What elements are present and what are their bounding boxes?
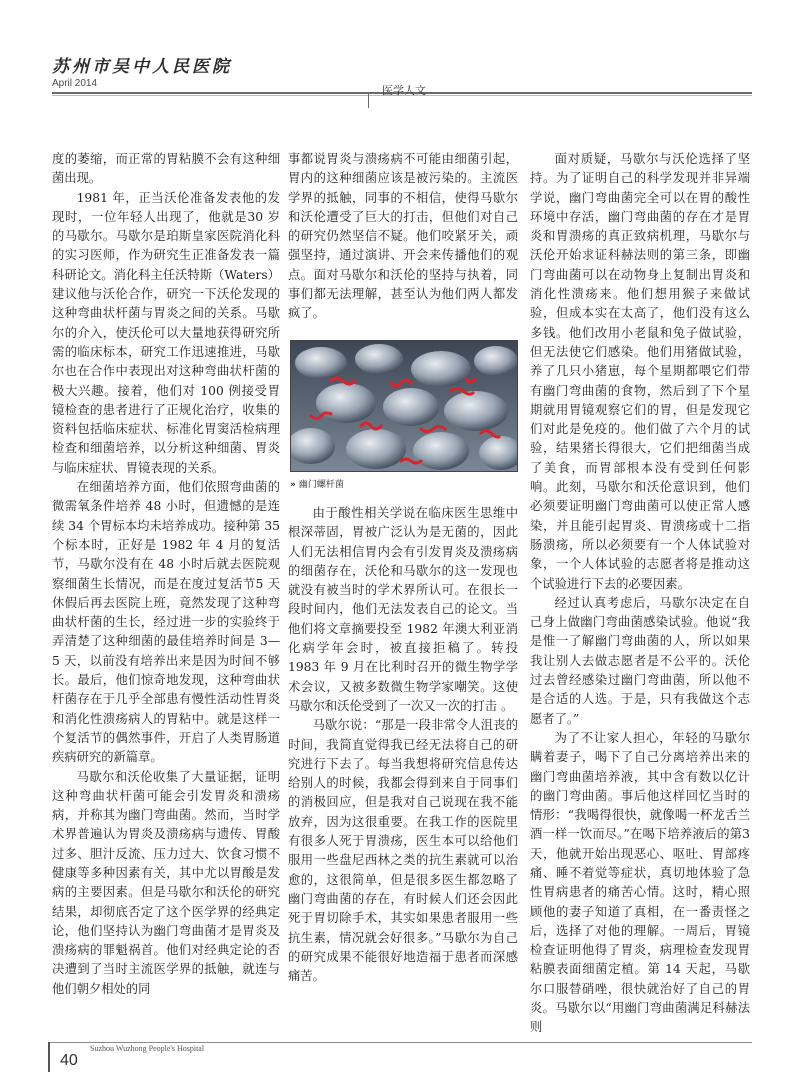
footer-divider bbox=[48, 1042, 752, 1043]
paragraph: 经过认真考虑后，马歇尔决定在自己身上做幽门弯曲菌感染试验。他说“我是惟一了解幽门弯曲菌的人，所以如果我让别人去做志愿者是不公平的。沃伦过去曾经感染过幽门弯曲菌，所以他不是合适的人选。于是，只有我做这个志愿者了。” bbox=[530, 595, 750, 726]
issue-date: April 2014 bbox=[52, 78, 98, 89]
bacteria-micrograph bbox=[290, 340, 518, 472]
micrograph-image bbox=[291, 341, 517, 471]
paragraph: 面对质疑，马歇尔与沃伦选择了坚持。为了证明自己的科学发现并非异端学说，幽门弯曲菌完全可以在胃的酸性环境中存活，幽门弯曲菌的存在才是胃炎和胃溃疡的真正致病机理，马歇尔与沃伦开始求证科赫法则的第三条，即幽门弯曲菌可以在动物身上复制出胃炎和消化性溃疡来。他们想用猴子来做试验，但成本实在太高了，他们没有这么多钱。他们改用小老鼠和兔子做试验，但无法使它们感染。他们用猪做试验，养了几只小猪崽，每个星期都喂它们带有幽门弯曲菌的食物，然后到了下个星期就用胃镜观察它们的胃，但是发现它们对此是免疫的。他们做了六个月的试验，结果猪长得很大，它们把细菌当成了美食，而胃部根本没有受到任何影响。此刻，马歇尔和沃伦意识到，他们必须要证明幽门弯曲菌可以使正常人感染，并且能引起胃炎、胃溃疡或十二指肠溃疡，所以必须要有一个人体试验对象，一个人体试验的志愿者将是推动这个试验进行下去的必要因素。 bbox=[530, 152, 750, 591]
caption-arrow-icon: » bbox=[290, 480, 296, 490]
magazine-title: 苏州市吴中人民医院 bbox=[52, 57, 232, 77]
footer-marker bbox=[48, 1042, 50, 1072]
paragraph: 为了不让家人担心，年轻的马歇尔瞒着妻子，喝下了自己分离培养出来的幽门弯曲菌培养液，其中含有数以亿计的幽门弯曲菌。事后他这样回忆当时的情形：“我喝得很快，就像喝一杯龙舌兰酒一样一饮而尽。”在喝下培养液后的第3 天，他就开始出现恶心、呕吐、胃部疼痛、睡不着觉等症状，真切地体验了急性胃病患者的痛苦心情。这时，精心照顾他的妻子知道了真相，在一番责怪之后，选择了对他的理解。一周后，胃镜检查证明他得了胃炎，病理检查发现胃粘膜表面细菌定植。第 14 天起，马歇尔口服替硝唑，很快就治好了自己的胃炎。马歇尔以“用幽门弯曲菌满足科赫法则 bbox=[530, 730, 750, 1035]
section-marker bbox=[368, 92, 369, 108]
article-column-1 bbox=[52, 150, 280, 999]
figure-caption bbox=[290, 477, 344, 490]
paragraph: 度的萎缩，而正常的胃粘膜不会有这种细菌出现。 bbox=[52, 152, 280, 186]
page-number: 40 bbox=[60, 1052, 78, 1069]
article-column-2 bbox=[288, 150, 518, 324]
paragraph: 事都说胃炎与溃疡病不可能由细菌引起，胃内的这种细菌应该是被污染的。主流医学界的抵触，同事的不相信，使得马歇尔和沃伦遭受了巨大的打击，但他们对自己的研究仍然坚信不疑。他们咬紧牙关，顽强坚持，通过演讲、开会来传播他们的观点。面对马歇尔和沃伦的坚持与执着，同事们都无法理解，甚至认为他们两人都发疯了。 bbox=[288, 152, 518, 321]
paragraph: 马歇尔说：“那是一段非常令人沮丧的时间，我简直觉得我已经无法将自己的研究进行下去了。每当我想将研究信息传达给别人的时候，我都会得到来自于同事们的消极回应，但是我对自己说现在我不能放弃，因为这很重要。在我工作的医院里有很多人死于胃溃疡，医生本可以给他们服用一些盘尼西林之类的抗生素就可以治愈的，这很简单，但是很多医生都忽略了幽门弯曲菌的存在，有时候人们还会因此死于胃切除手术，其实如果患者服用一些抗生素，情况就会好很多。”马歇尔为自己的研究成果不能很好地造福于患者而深感痛苦。 bbox=[288, 718, 518, 984]
article-column-2-lower bbox=[288, 504, 518, 986]
paragraph: 在细菌培养方面，他们依照弯曲菌的微需氧条件培养 48 小时，但遗憾的是连续 34 个胃标本均未培养成功。接种第 35 个标本时，正好是 1982 年 4 月的复活节，马歇尔没有在 48 小时后就去医院观察细菌生长情况，而是在度过复活节5 天休假后再去医院上班，竟然发现了这种弯曲状杆菌的生长，经过进一步的实验终于弄清楚了这种细菌的最佳培养时间是 3—5 天，以前没有培养出来是因为时间不够长。最后，他们惊奇地发现，这种弯曲状杆菌存在于几乎全部患有慢性活动性胃炎和消化性溃疡病人的胃粘中。就是这样一个复活节的偶然事件，开启了人类胃肠道疾病研究的新篇章。 bbox=[52, 480, 280, 765]
paragraph: 马歇尔和沃伦收集了大量证据，证明这种弯曲状杆菌可能会引发胃炎和溃疡病，并称其为幽门弯曲菌。然而，当时学术界普遍认为胃炎及溃疡病与遗传、胃酸过多、胆汁反流、压力过大、饮食习惯不健康等多种因素有关，其中尤以胃酸是发病的主要因素。但是马歇尔和沃伦的研究结果，却彻底否定了这个医学界的经典定论，他们坚持认为幽门弯曲菌才是胃炎及溃疡病的罪魁祸首。他们对经典定论的否决遭到了当时主流医学界的抵触，就连与他们朝夕相处的同 bbox=[52, 769, 280, 996]
caption-text: 幽门螺杆菌 bbox=[298, 480, 344, 490]
section-label: 医学人文 bbox=[382, 84, 426, 97]
footer-hospital-name: Suzhou Wuzhong People's Hospital bbox=[90, 1044, 205, 1053]
article-column-3 bbox=[530, 150, 750, 1038]
paragraph: 1981 年，正当沃伦准备发表他的发现时，一位年轻人出现了，他就是30 岁的马歇尔。马歇尔是珀斯皇家医院消化科的实习医师，作为研究生正准备发表一篇科研论文。消化科主任沃特斯（Waters）建议他与沃伦合作，研究一下沃伦发现的这种弯曲状杆菌与胃炎之间的关系。马歇尔的介入，使沃伦可以大量地获得研究所需的临床标本，研究工作迅速推进，马歇尔也在合作中表现出对这种弯曲状杆菌的极大兴趣。接着，他们对 100 例接受胃镜检查的患者进行了正规化治疗，收集的资料包括临床症状、标准化胃窦活检病理检查和细菌培养，以分析这种细菌、胃炎与临床症状、胃镜表现的关系。 bbox=[52, 190, 280, 475]
paragraph: 由于酸性相关学说在临床医生思维中根深蒂固，胃被广泛认为是无菌的，因此人们无法相信胃内会有引发胃炎及溃疡病的细菌存在，沃伦和马歇尔的这一发现也就没有被当时的学术界所认可。在很长一段时间内，他们无法发表自己的论文。当他们将文章摘要投至 1982 年澳大利亚消化病学年会时，被直接拒稿了。转投 1983 年 9 月在比利时召开的微生物学学术会议，又被多数微生物学家嘲笑。这使马歇尔和沃伦受到了一次又一次的打击 。 bbox=[288, 506, 518, 713]
